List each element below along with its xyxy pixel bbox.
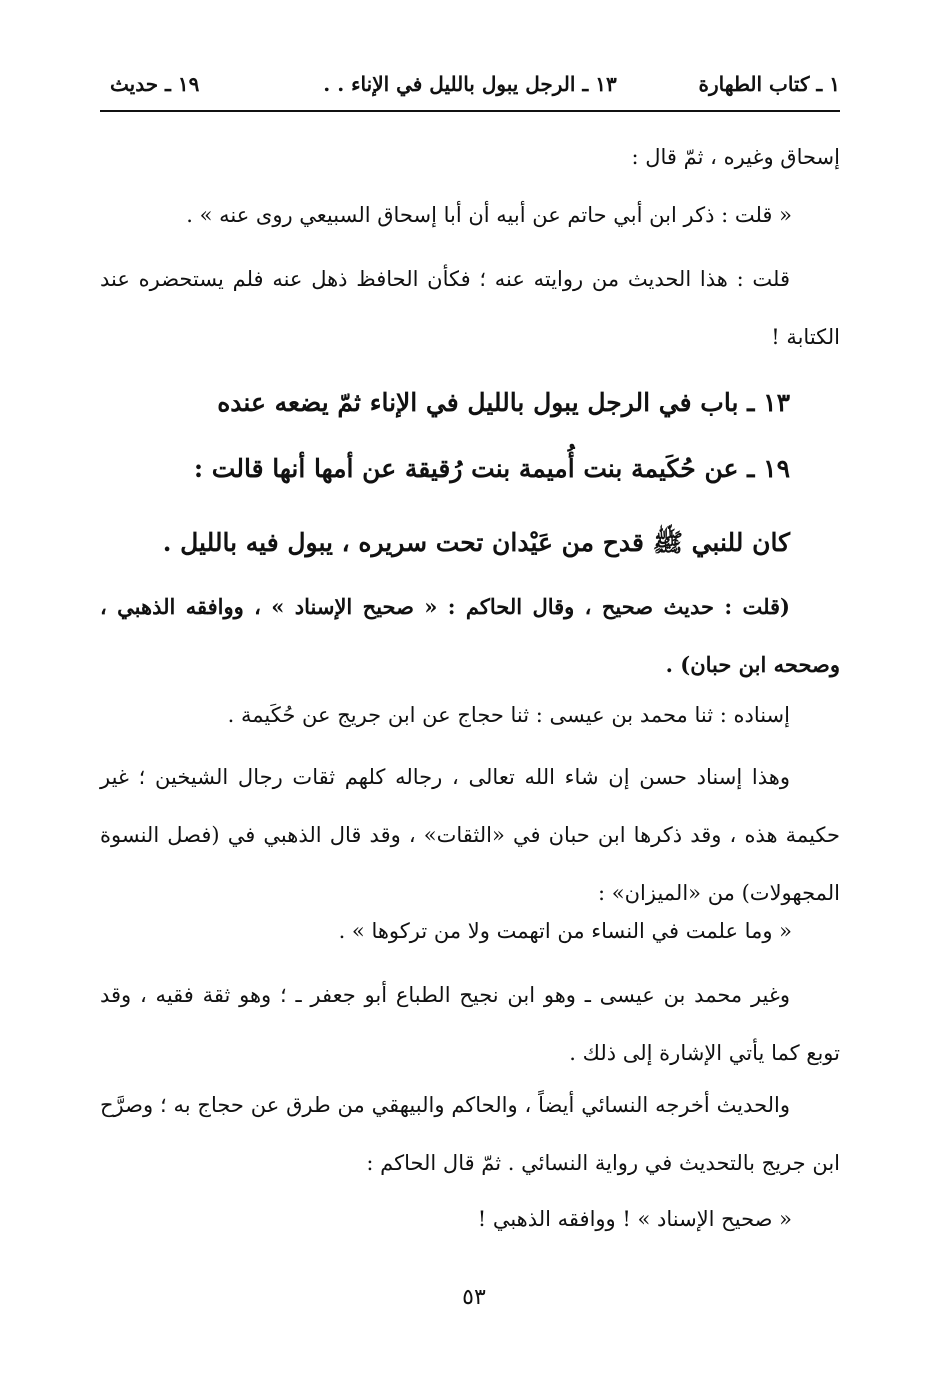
takhrij-paragraph: والحديث أخرجه النسائي أيضاً ، والحاكم والبيهقي من طرق عن حجاج به ؛ وصرَّح ابن جريج بالتحديث في رواية النسائي . ثمّ قال الحاكم : xyxy=(100,1093,840,1175)
narrator-paragraph: وغير محمد بن عيسى ـ وهو ابن نجيح الطباع أبو جعفر ـ ؛ وهو ثقة فقيه ، وقد توبع كما يأتي الإشارة إلى ذلك . xyxy=(100,983,840,1065)
note-paragraph: قلت : هذا الحديث من روايته عنه ؛ فكأن الحافظ ذهل عنه فلم يستحضره عند الكتابة ! xyxy=(100,267,840,349)
page-number: ٥٣ xyxy=(462,1285,486,1310)
hadith-text-opening: ١٩ ـ عن حُكَيمة بنت أُميمة بنت رُقيقة عن أمها أنها قالت : xyxy=(193,454,790,483)
grading-paragraph: (قلت : حديث صحيح ، وقال الحاكم : « صحيح الإسناد » ، ووافقه الذهبي ، وصححه ابن حبان) . xyxy=(100,594,840,677)
quote-paragraph-2: « وما علمت في النساء من اتهمت ولا من تركوها » . xyxy=(338,919,792,943)
quote-paragraph: « قلت : ذكر ابن أبي حاتم عن أبيه أن أبا إسحاق السبيعي روى عنه » . xyxy=(186,203,792,227)
header-divider xyxy=(100,110,840,112)
quote-paragraph-3: « صحيح الإسناد » ! ووافقه الذهبي ! xyxy=(477,1207,792,1231)
isnad-paragraph: إسناده : ثنا محمد بن عيسى : ثنا حجاج عن ابن جريج عن حُكَيمة . xyxy=(227,703,790,727)
running-header xyxy=(100,62,840,108)
header-hadith-number: ١٩ ـ حديث xyxy=(110,72,200,96)
paragraph-continuation: إسحاق وغيره ، ثمّ قال : xyxy=(631,145,840,169)
commentary-paragraph: وهذا إسناد حسن إن شاء الله تعالى ، رجاله كلهم ثقات رجال الشيخين ؛ غير حكيمة هذه ، وقد ذكرها ابن حبان في «الثقات» ، وقد قال الذهبي في (فصل النسوة المجهولات) من «الميزان» : xyxy=(100,765,840,905)
header-book-title: ١ ـ كتاب الطهارة xyxy=(698,72,840,96)
header-chapter-title: ١٣ ـ الرجل يبول بالليل في الإناء . . xyxy=(323,72,617,96)
chapter-heading: ١٣ ـ باب في الرجل يبول بالليل في الإناء ثمّ يضعه عنده xyxy=(217,388,790,417)
hadith-text: كان للنبي ﷺ قدح من عَيْدان تحت سريره ، يبول فيه بالليل . xyxy=(162,528,790,557)
